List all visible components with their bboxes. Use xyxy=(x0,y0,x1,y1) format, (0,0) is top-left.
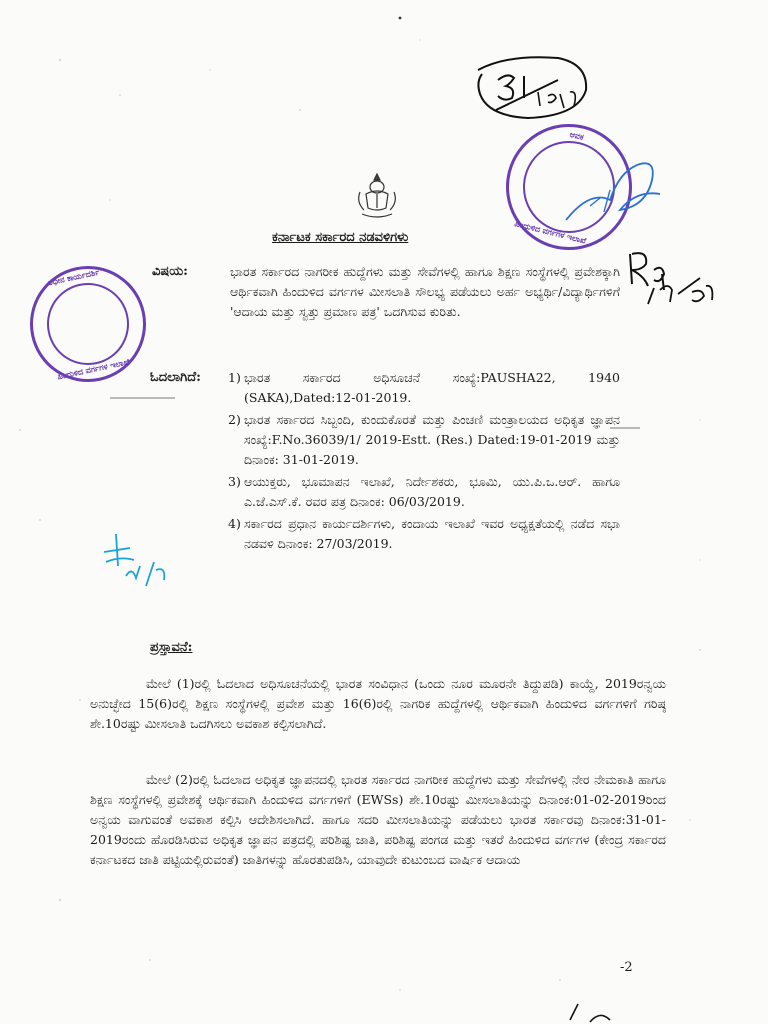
reference-text: ಭಾರತ ಸರ್ಕಾರದ ಸಿಬ್ಬಂದಿ, ಕುಂದುಕೊರತೆ ಮತ್ತು ಪಿಂಚಣಿ ಮಂತ್ರಾಲಯದ ಅಧಿಕೃತ ಜ್ಞಾಪನ ಸಂಖ್ಯೆ:F.No.36039/1/ 2019-Estt. (Res.) Dated:19-01-2019 ಮತ್ತು ದಿನಾಂಕ: 31-01-2019. xyxy=(244,412,620,467)
reference-item xyxy=(228,472,620,512)
reference-text: ಆಯುಕ್ತರು, ಭೂಮಾಪನ ಇಲಾಖೆ, ನಿರ್ದೇಶಕರು, ಭೂಮಿ, ಯು.ಪಿ.ಒ.ಆರ್. ಹಾಗೂ ಎ.ಜೆ.ಎಸ್.ಕೆ. ರವರ ಪತ್ರ ದಿನಾಂಕ: 06/03/2019. xyxy=(244,474,620,509)
preamble-paragraph: ಮೇಲೆ (1)ರಲ್ಲಿ ಓದಲಾದ ಅಧಿಸೂಚನೆಯಲ್ಲಿ ಭಾರತ ಸಂವಿಧಾನ (ಒಂದು ನೂರ ಮೂರನೇ ತಿದ್ದುಪಡಿ) ಕಾಯ್ದೆ, 2019ರನ್ವಯ ಅನುಚ್ಛೇದ 15(6)ರಲ್ಲಿ ಶಿಕ್ಷಣ ಸಂಸ್ಥೆಗಳಲ್ಲಿ ಪ್ರವೇಶ ಮತ್ತು 16(6)ರಲ್ಲಿ ನಾಗರಿಕ ಹುದ್ದೆಗಳಲ್ಲಿ ಆರ್ಥಿಕವಾಗಿ ಹಿಂದುಳಿದ ವರ್ಗಗಳಿಗೆ ಗರಿಷ್ಠ ಶೇ.10ರಷ್ಟು ಮೀಸಲಾತಿ ಒದಗಿಸಲು ಅವಕಾಶ ಕಲ್ಪಿಸಲಾಗಿದೆ. xyxy=(90,676,666,731)
preamble-heading: ಪ್ರಸ್ತಾವನೆ: xyxy=(150,640,193,655)
subject-text: ಭಾರತ ಸರ್ಕಾರದ ನಾಗರೀಕ ಹುದ್ದೆಗಳು ಮತ್ತು ಸೇವೆಗಳಲ್ಲಿ ಹಾಗೂ ಶಿಕ್ಷಣ ಸಂಸ್ಥೆಗಳಲ್ಲಿ ಪ್ರವೇಶಕ್ಕಾಗಿ ಆರ್ಥಿಕವಾಗಿ ಹಿಂದುಳಿದ ವರ್ಗಗಳ ಮೀಸಲಾತಿ ಸೌಲಭ್ಯ ಪಡೆಯಲು ಅರ್ಹ ಅಭ್ಯರ್ಥಿ/ವಿದ್ಯಾರ್ಥಿಗಳಿಗೆ 'ಆದಾಯ ಮತ್ತು ಸ್ವತ್ತು ಪ್ರಮಾಣ ಪತ್ರ' ಒದಗಿಸುವ ಕುರಿತು. xyxy=(230,264,620,319)
reference-item xyxy=(228,368,620,408)
reference-item xyxy=(228,410,620,470)
page-number: -2 xyxy=(620,960,633,975)
reference-list xyxy=(228,368,620,556)
reference-item xyxy=(228,514,620,554)
seal-text-top: ಅಧೀನ ಕಾರ್ಯದರ್ಶಿ xyxy=(46,267,101,288)
karnataka-emblem-icon xyxy=(352,170,402,222)
preamble-paragraph: ಮೇಲೆ (2)ರಲ್ಲಿ ಓದಲಾದ ಅಧಿಕೃತ ಜ್ಞಾಪನದಲ್ಲಿ ಭಾರತ ಸರ್ಕಾರದ ನಾಗರೀಕ ಹುದ್ದೆಗಳು ಮತ್ತು ಸೇವೆಗಳಲ್ಲಿ ನೇರ ನೇಮಕಾತಿ ಹಾಗೂ ಶಿಕ್ಷಣ ಸಂಸ್ಥೆಗಳಲ್ಲಿ ಪ್ರವೇಶಕ್ಕೆ ಆರ್ಥಿಕವಾಗಿ ಹಿಂದುಳಿದ ವರ್ಗಗಳಿಗೆ (EWSs) ಶೇ.10ರಷ್ಟು ಮೀಸಲಾತಿಯನ್ನು ದಿನಾಂಕ:01-02-2019ರಿಂದ ಅನ್ವಯ ವಾಗುವಂತೆ ಅವಕಾಶ ಕಲ್ಪಿಸಿ ಆದೇಶಿಸಲಾಗಿದೆ. ಹಾಗೂ ಸದರಿ ಮೀಸಲಾತಿಯನ್ನು ಪಡೆಯಲು ಭಾರತ ಸರ್ಕಾರವು ದಿನಾಂಕ:31-01-2019ರಂದು ಹೊರಡಿಸಿರುವ ಅಧಿಕೃತ ಜ್ಞಾಪನ ಪತ್ರದಲ್ಲಿ ಪರಿಶಿಷ್ಟ ಜಾತಿ, ಪರಿಶಿಷ್ಟ ಪಂಗಡ ಮತ್ತು ಇತರೆ ಹಿಂದುಳಿದ ವರ್ಗಗಳ (ಕೇಂದ್ರ ಸರ್ಕಾರದ ಕರ್ನಾಟಕದ ಜಾತಿ ಪಟ್ಟಿಯಲ್ಲಿರುವಂತೆ) ಜಾತಿಗಳನ್ನು ಹೊರತುಪಡಿಸಿ, ಯಾವುದೇ ಕುಟುಂಬದ ವಾರ್ಷಿಕ ಆದಾಯ xyxy=(90,772,666,867)
reference-number: 4) xyxy=(228,516,241,531)
document-title: ಕರ್ನಾಟಕ ಸರ್ಕಾರದ ನಡವಳಿಗಳು xyxy=(272,230,409,245)
reference-text: ಭಾರತ ಸರ್ಕಾರದ ಅಧಿಸೂಚನೆ ಸಂಖ್ಯೆ:PAUSHA22, 1940 (SAKA),Dated:12-01-2019. xyxy=(244,370,620,405)
reference-text: ಸರ್ಕಾರದ ಪ್ರಧಾನ ಕಾರ್ಯದರ್ಶಿಗಳು, ಕಂದಾಯ ಇಲಾಖೆ ಇವರ ಅಧ್ಯಕ್ಷತೆಯಲ್ಲಿ ನಡೆದ ಸಭಾ ನಡವಳಿ ದಿನಾಂಕ: 27/03/2019. xyxy=(244,516,620,551)
seal-text-bottom: ಹಿಂದುಳಿದ ವರ್ಗಗಳ ಇಲಾಖೆ xyxy=(56,357,131,382)
reference-number: 3) xyxy=(228,474,241,489)
subject-label: ವಿಷಯ: xyxy=(152,264,188,279)
reference-number: 1) xyxy=(228,370,241,385)
seal-text-top: ಆವಕ xyxy=(568,129,585,142)
seal-text-bottom: ಹಿಂದುಳಿದ ವರ್ಗಗಳ ಇಲಾಖೆ xyxy=(513,219,587,246)
reference-label: ಓದಲಾಗಿದೆ: xyxy=(150,370,201,385)
reference-number: 2) xyxy=(228,412,241,427)
